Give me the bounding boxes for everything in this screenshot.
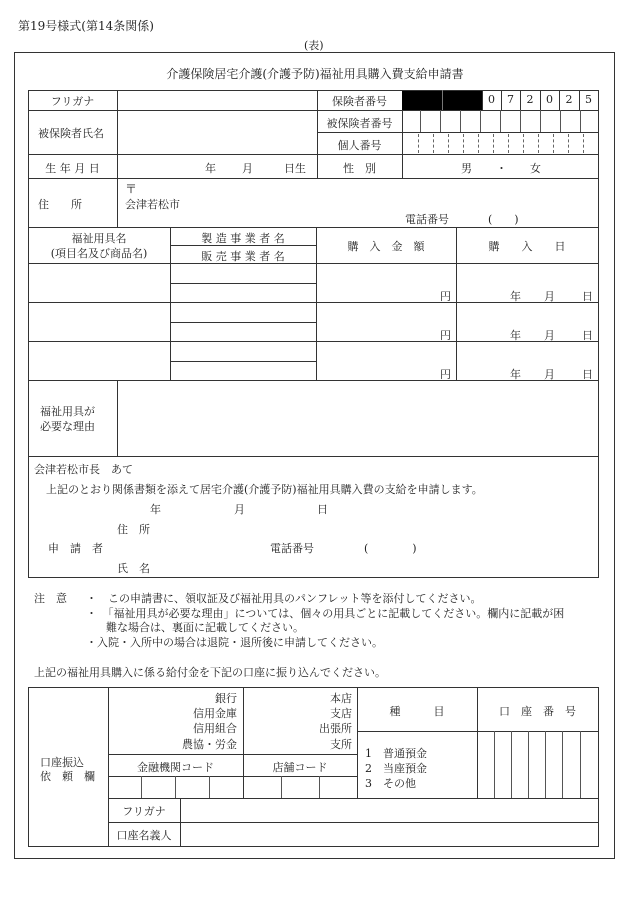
month-unit: 月	[544, 290, 555, 303]
dob-month-unit: 月	[242, 162, 253, 175]
reason-label-line1: 福祉用具が	[40, 405, 95, 418]
page-side-label: (表)	[304, 39, 324, 52]
year-unit: 年	[510, 329, 521, 342]
sex-label: 性 別	[343, 162, 376, 175]
dob-label: 生 年 月 日	[45, 162, 100, 175]
applicant-phone-paren: ( )	[488, 213, 519, 226]
account-type-current[interactable]: 2 当座預金	[365, 762, 427, 775]
day-unit: 日	[582, 290, 593, 303]
account-number-label: 口 座 番 号	[499, 705, 576, 718]
applicant-name-label: 氏 名	[117, 562, 150, 575]
dob-year-unit: 年	[205, 162, 216, 175]
declaration-phone-paren: ( )	[364, 542, 417, 555]
application-month-unit: 月	[234, 503, 245, 516]
insurer-digit: 0	[488, 93, 495, 106]
applicant-label: 申 請 者	[48, 542, 103, 555]
addressee: 会津若松市長 あて	[34, 463, 133, 476]
account-type-label: 種 目	[389, 705, 445, 718]
declaration-phone-label: 電話番号	[270, 542, 314, 555]
branch-type-main[interactable]: 本店	[330, 692, 352, 705]
item-name-sublabel: (項目名及び商品名)	[50, 247, 148, 260]
yen-unit: 円	[440, 290, 451, 303]
personal-number-label: 個人番号	[337, 139, 382, 152]
insurer-digit: 2	[526, 93, 534, 106]
insurer-digit: 0	[546, 93, 553, 106]
account-type-other[interactable]: 3 その他	[365, 777, 416, 790]
dob-day-unit: 日生	[284, 162, 306, 175]
month-unit: 月	[544, 329, 555, 342]
note-item-continued: 難な場合は、裏面に記載してください。	[106, 621, 304, 634]
yen-unit: 円	[440, 368, 451, 381]
note-item: ・ この申請書に、領収証及び福祉用具のパンフレット等を添付してください。	[86, 592, 482, 605]
bank-section-label-line1: 口座振込	[40, 756, 84, 769]
insurer-digit: 2	[565, 93, 573, 106]
insurer-number-label: 保険者番号	[332, 95, 387, 108]
furigana-label: フリガナ	[50, 95, 95, 108]
branch-type-sub[interactable]: 出張所	[319, 722, 352, 735]
branch-type-branch[interactable]: 支店	[330, 707, 352, 720]
inst-code-label: 金融機関コード	[137, 761, 214, 774]
day-unit: 日	[582, 368, 593, 381]
applicant-phone-label: 電話番号	[405, 213, 449, 226]
inst-type-shinkumi[interactable]: 信用組合	[193, 722, 237, 735]
branch-type-office[interactable]: 支所	[330, 738, 352, 751]
inst-type-shinkin[interactable]: 信用金庫	[193, 707, 237, 720]
sex-separator: ・	[496, 162, 507, 175]
maker-label: 製 造 事 業 者 名	[201, 232, 285, 245]
transfer-instruction: 上記の福祉用具購入に係る給付金を下記の口座に振り込んでください。	[34, 666, 386, 679]
insurer-digit: 7	[507, 93, 514, 106]
year-unit: 年	[510, 368, 521, 381]
insurer-digit: 5	[585, 93, 592, 106]
form-number: 第19号様式(第14条関係)	[18, 19, 154, 33]
notes-label: 注 意	[34, 592, 67, 605]
account-holder-label: 口座名義人	[116, 829, 172, 842]
sex-male-option[interactable]: 男	[461, 162, 472, 175]
insured-number-label: 被保険者番号	[326, 117, 393, 130]
application-year-unit: 年	[150, 503, 161, 516]
address-label: 住 所	[38, 198, 82, 211]
purchase-date-label: 購 入 日	[488, 240, 566, 253]
insured-name-label: 被保険者氏名	[38, 127, 104, 140]
amount-label: 購 入 金 額	[347, 240, 425, 253]
bank-section-label-line2: 依 頼 欄	[40, 770, 95, 783]
application-day-unit: 日	[317, 503, 328, 516]
applicant-address-label: 住 所	[117, 523, 150, 536]
day-unit: 日	[582, 329, 593, 342]
postal-mark: 〒	[125, 182, 138, 196]
reason-label-line2: 必要な理由	[40, 420, 95, 433]
seller-label: 販 売 事 業 者 名	[201, 250, 285, 263]
account-type-ordinary[interactable]: 1 普通預金	[365, 747, 427, 760]
yen-unit: 円	[440, 329, 451, 342]
holder-furigana-label: フリガナ	[122, 805, 166, 818]
sex-female-option[interactable]: 女	[530, 162, 541, 175]
month-unit: 月	[544, 368, 555, 381]
note-item: ・ 「福祉用具が必要な理由」については、個々の用具ごとに記載してください。欄内に記載が困	[86, 607, 565, 620]
item-name-label: 福祉用具名	[71, 232, 127, 245]
inst-type-bank[interactable]: 銀行	[215, 692, 237, 705]
application-statement: 上記のとおり関係書類を添えて居宅介護(介護予防)福祉用具購入費の支給を申請します。	[46, 483, 483, 496]
note-item: ・入院・入所中の場合は退院・退所後に申請してください。	[86, 636, 383, 649]
branch-code-label: 店舗コード	[272, 761, 328, 774]
form-title: 介護保険居宅介護(介護予防)福祉用具購入費支給申請書	[166, 67, 464, 81]
inst-type-ja[interactable]: 農協・労金	[182, 738, 237, 751]
city-name: 会津若松市	[125, 198, 180, 211]
year-unit: 年	[510, 290, 521, 303]
